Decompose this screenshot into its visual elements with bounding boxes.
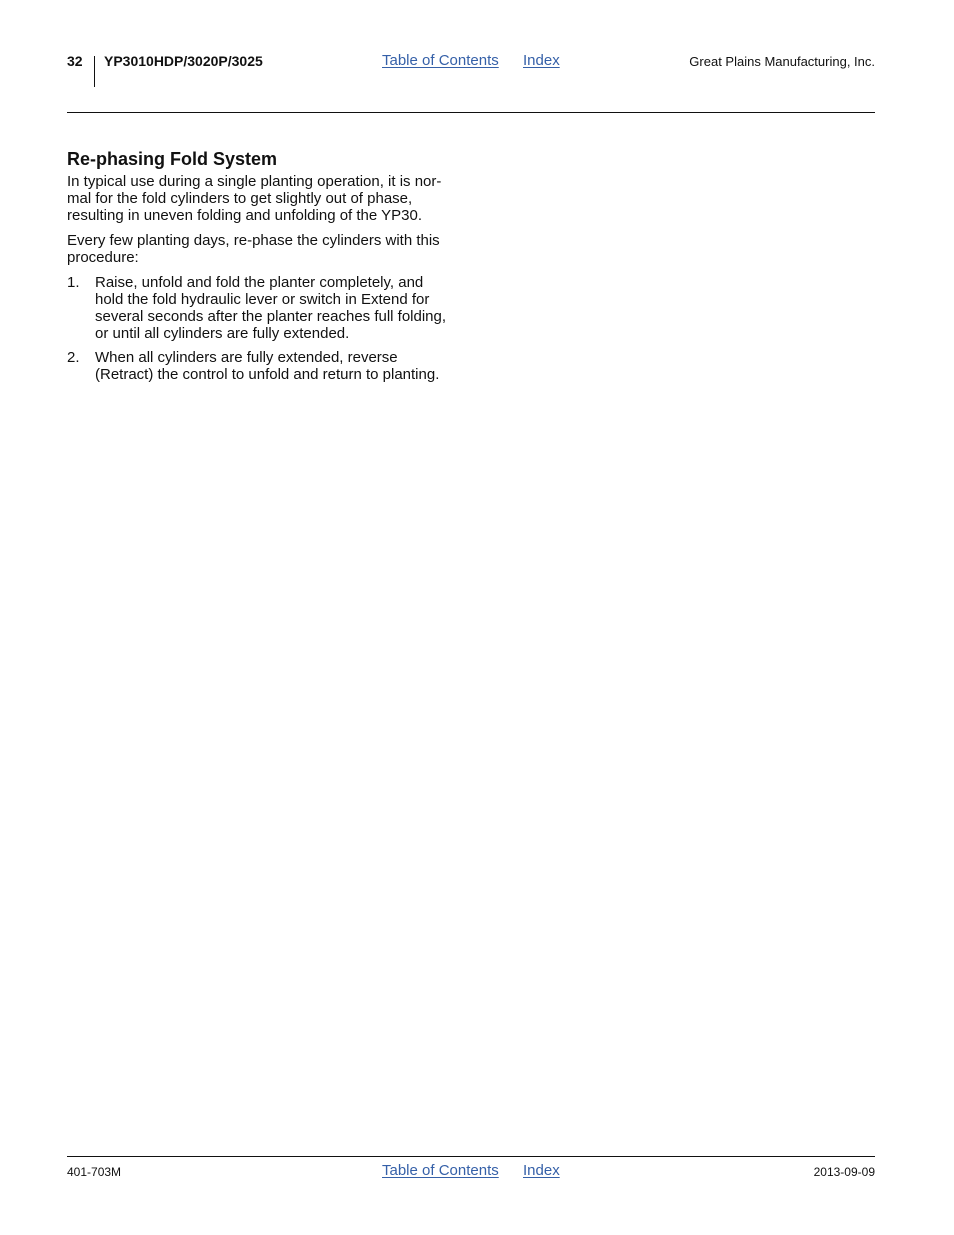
footer-rule bbox=[67, 1156, 875, 1157]
section-title: Re-phasing Fold System bbox=[67, 149, 278, 169]
list-item bbox=[67, 349, 462, 383]
step-text: When all cylinders are fully extended, reverse (Retract) the control to unfold and return to planting. bbox=[95, 349, 440, 383]
step-number: 1. bbox=[67, 274, 80, 291]
model-title: YP3010HDP/3020P/3025 bbox=[104, 53, 263, 69]
header-toc-link[interactable]: Table of Contents bbox=[382, 52, 499, 69]
footer-toc-link[interactable]: Table of Contents bbox=[382, 1162, 499, 1179]
step-number: 2. bbox=[67, 349, 80, 366]
document-number: 401-703M bbox=[67, 1165, 122, 1179]
company-name: Great Plains Manufacturing, Inc. bbox=[689, 54, 875, 69]
section-content bbox=[67, 148, 462, 390]
header-rule bbox=[67, 112, 875, 113]
document-date: 2013-09-09 bbox=[813, 1165, 875, 1179]
procedure-intro-paragraph: Every few planting days, re-phase the cylinders with this procedure: bbox=[67, 232, 440, 266]
intro-paragraph: In typical use during a single planting operation, it is nor- mal for the fold cylinders to get slightly out of phase, resulting in uneven folding and unfolding of the YP30. bbox=[67, 173, 442, 224]
step-text: Raise, unfold and fold the planter completely, and hold the fold hydraulic lever or switch in Extend for several seconds after the planter reaches full folding, or until all cylinders are fully extended. bbox=[95, 274, 447, 342]
page-number: 32 bbox=[67, 53, 83, 69]
header-index-link[interactable]: Index bbox=[523, 52, 560, 69]
list-item bbox=[67, 274, 462, 342]
footer-index-link[interactable]: Index bbox=[523, 1162, 560, 1179]
header-divider bbox=[94, 56, 95, 87]
procedure-steps bbox=[67, 274, 462, 383]
